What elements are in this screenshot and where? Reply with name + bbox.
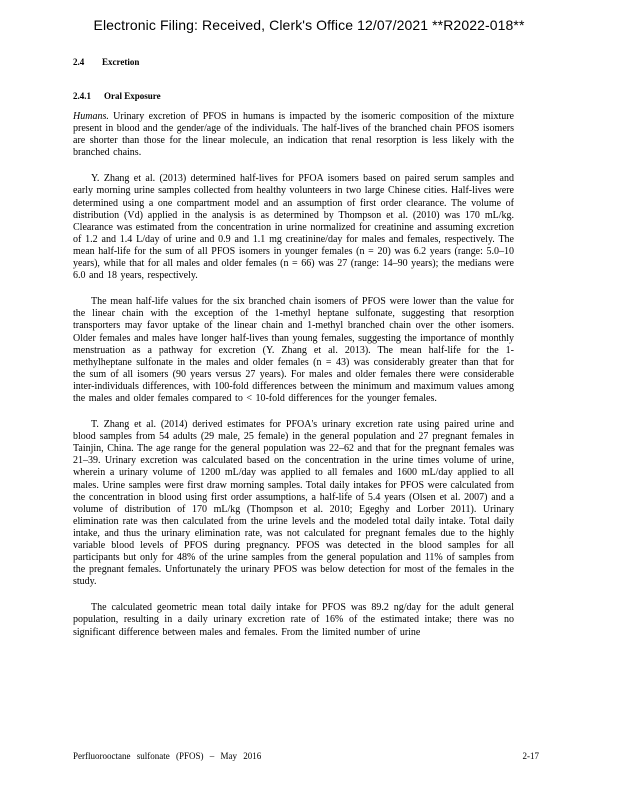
paragraph-text: Urinary excretion of PFOS in humans is impacted by the isomeric composition of the mixture present in blood and the gender/age of the individuals. The half-lives of the branched chain PFOS isomers are shorter than those for the linear molecule, an indication that renal resorption is less likely with the branched chains. bbox=[73, 111, 514, 159]
subsection-number: 2.4.1 bbox=[73, 91, 91, 101]
subsection-heading bbox=[73, 91, 161, 101]
body-text bbox=[73, 111, 514, 653]
paragraph: The calculated geometric mean total daily intake for PFOS was 89.2 ng/day for the adult general population, resulting in a daily urinary excretion rate of 16% of the estimated intake; there was no significant difference between males and females. From the limited number of urine bbox=[73, 602, 514, 638]
paragraph-lead: Humans. bbox=[73, 111, 109, 122]
section-number: 2.4 bbox=[73, 57, 85, 67]
paragraph bbox=[73, 111, 514, 159]
paragraph: Y. Zhang et al. (2013) determined half-lives for PFOA isomers based on paired serum samples and early morning urine samples collected from healthy volunteers in two large Chinese cities. Half-lives were determined using a one compartment model and an assumption of first order clearance. The volume of distribution (Vd) applied in the analysis is as determined by Thompson et al. (2010) was 170 mL/kg. Clearance was estimated from the concentration in urine normalized for creatinine and assuming excretion of 1.2 and 1.4 L/day of urine and 0.9 and 1.1 mg creatinine/day for males and females, respectively. The mean half-life for the sum of all PFOS isomers in younger females (n = 20) was 6.2 years (range: 5.0–10 years), while that for all males and older females (n = 66) was 27 (range: 14–90 years); the medians were 6.0 and 18 years, respectively. bbox=[73, 173, 514, 282]
footer-page-number: 2-17 bbox=[522, 751, 539, 761]
section-title: Excretion bbox=[102, 57, 140, 67]
filing-stamp-header: Electronic Filing: Received, Clerk's Office 12/07/2021 **R2022-018** bbox=[93, 17, 525, 33]
subsection-title: Oral Exposure bbox=[104, 91, 161, 101]
section-heading bbox=[73, 57, 139, 67]
paragraph: T. Zhang et al. (2014) derived estimates for PFOA's urinary excretion rate using paired urine and blood samples from 54 adults (29 male, 25 female) in the general population and 27 pregnant females in Tainjin, China. The age range for the general population was 22–62 and that for the pregnant females was 21–39. Urinary excretion was calculated based on the concentration in the urine times volume of urine, wherein a urinary volume of 1200 mL/day was applied to all females and 1600 mL/day applied to all males. Urine samples were first draw morning samples. Total daily intakes for PFOS were calculated from the concentration in blood using first order assumptions, a half-life of 5.4 years (Olsen et al. 2007) and a volume of distribution of 170 mL/kg (Thompson et al. 2010; Egeghy and Lorber 2011). Urinary elimination rate was then calculated from the urine levels and the modeled total daily intake. Total daily intake, and thus the urinary elimination rate, was not calculated for pregnant females due to the highly variable blood levels of PFOS during pregnancy. PFOS was detected in the blood samples for all participants but only for 48% of the urine samples from the general population and 11% of samples from the pregnant females. Unfortunately the urinary PFOS was below detection for most of the females in the study. bbox=[73, 419, 514, 588]
paragraph: The mean half-life values for the six branched chain isomers of PFOS were lower than the value for the linear chain with the exception of the 1-methyl heptane sulfonate, suggesting that resorption transporters may favor uptake of the linear chain and 1-methyl branched chain over the other isomers. Older females and males have longer half-lives than young females, suggesting the importance of monthly menstruation as a pathway for excretion (Y. Zhang et al. 2013). The mean half-life for the 1-methylheptane sulfonate in the males and older females (n = 43) was considerably greater than that for the sum of all isomers (90 years versus 27 years). For males and older females there were considerable inter-individuals differences, with 100-fold differences between the minimum and maximum values among the males and older females compared to < 10-fold differences for the younger females. bbox=[73, 296, 514, 404]
footer-document-title: Perfluorooctane sulfonate (PFOS) – May 2016 bbox=[73, 751, 262, 761]
